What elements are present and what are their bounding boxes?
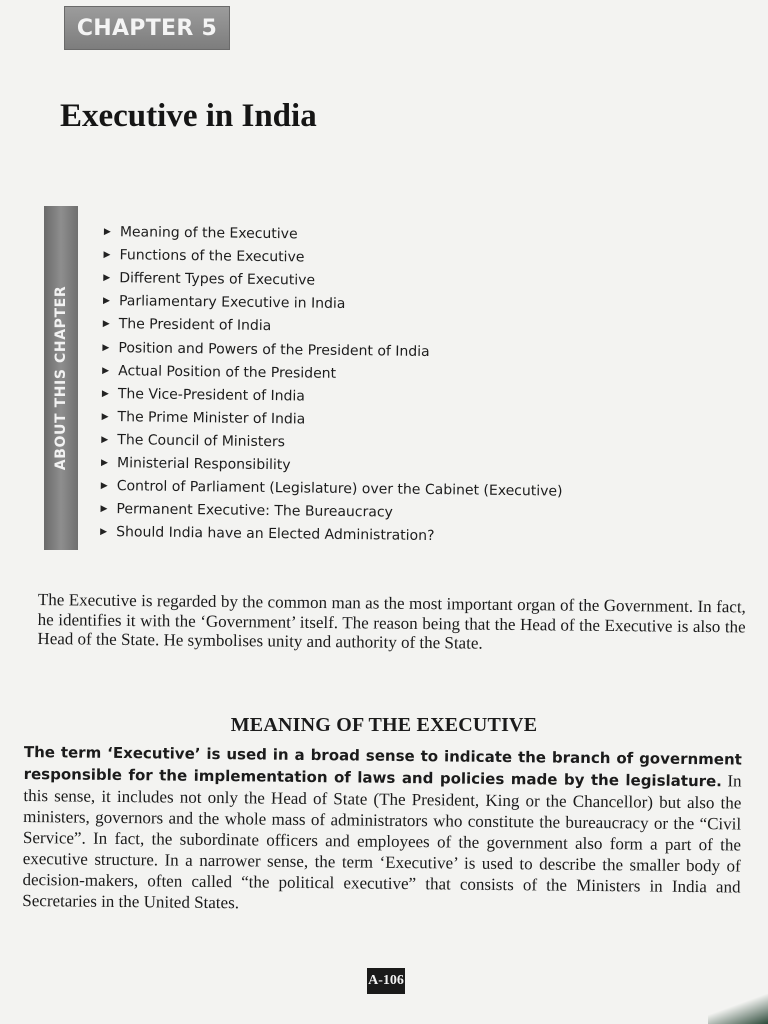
body-rest: In this sense, it includes not only the Head of State (The President, King or the Chancellor) but also the ministers, governors and the whole mass of administrators who constitute the bureaucracy or the “Civil Service”. In fact, the subordinate officers and employees of the government also form a part of the executive structure. In a narrower sense, the term ‘Executive’ is used to describe the smaller body of decision-makers, often called “the political executive” that consists of the Ministers in India and Secretaries in the United States. xyxy=(22,771,742,913)
triangle-bullet-icon: ▶ xyxy=(101,388,109,399)
body-paragraph xyxy=(22,741,742,919)
triangle-bullet-icon: ▶ xyxy=(101,434,109,445)
triangle-bullet-icon: ▶ xyxy=(102,342,110,353)
triangle-bullet-icon: ▶ xyxy=(103,250,111,261)
list-item-label: The Council of Ministers xyxy=(117,432,286,451)
list-item-label: Parliamentary Executive in India xyxy=(118,293,346,313)
triangle-bullet-icon: ▶ xyxy=(100,457,109,469)
triangle-bullet-icon: ▶ xyxy=(103,227,111,238)
chapter-title: Executive in India xyxy=(60,98,317,134)
list-item-label: Functions of the Executive xyxy=(119,247,305,266)
triangle-bullet-icon: ▶ xyxy=(102,365,110,376)
page-number: A-106 xyxy=(367,968,405,994)
triangle-bullet-icon: ▶ xyxy=(102,296,111,307)
chapter-badge xyxy=(64,6,230,50)
list-item-label: Ministerial Responsibility xyxy=(116,455,291,474)
page-corner-shadow xyxy=(708,984,768,1024)
triangle-bullet-icon: ▶ xyxy=(100,504,108,515)
intro-paragraph: The Executive is regarded by the common man as the most important organ of the Government. In fact, he identifies it with the ‘Government’ itself. The reason being that the Head of the Executive is also the Head of the State. He symbolises unity and authority of the State. xyxy=(37,590,746,653)
about-this-chapter-sidebar xyxy=(44,206,78,550)
list-item-label: Control of Parliament (Legislature) over the Cabinet (Executive) xyxy=(116,478,563,500)
list-item-label: The Vice-President of India xyxy=(117,385,306,405)
triangle-bullet-icon: ▶ xyxy=(100,481,108,492)
list-item-label: Meaning of the Executive xyxy=(119,224,298,243)
list-item-label: Position and Powers of the President of India xyxy=(118,339,430,360)
chapter-label: CHAPTER 5 xyxy=(76,15,218,41)
triangle-bullet-icon: ▶ xyxy=(102,319,110,330)
list-item xyxy=(100,521,620,550)
triangle-bullet-icon: ▶ xyxy=(103,273,111,284)
list-item-label: The President of India xyxy=(118,316,272,335)
list-item-label: Different Types of Executive xyxy=(119,270,316,289)
list-item-label: The Prime Minister of India xyxy=(117,408,306,428)
section-heading: MEANING OF THE EXECUTIVE xyxy=(230,714,538,736)
list-item-label: Should India have an Elected Administration? xyxy=(116,524,435,545)
triangle-bullet-icon: ▶ xyxy=(100,527,108,538)
sidebar-label: ABOUT THIS CHAPTER xyxy=(53,285,69,471)
list-item-label: Permanent Executive: The Bureaucracy xyxy=(116,501,393,521)
triangle-bullet-icon: ▶ xyxy=(101,411,109,422)
list-item-label: Actual Position of the President xyxy=(118,362,337,382)
body-lead-bold: The term ‘Executive’ is used in a broad sense to indicate the branch of government responsible for the implementation of laws and policies made by the legislature. xyxy=(23,742,742,791)
chapter-contents-list xyxy=(100,221,624,551)
